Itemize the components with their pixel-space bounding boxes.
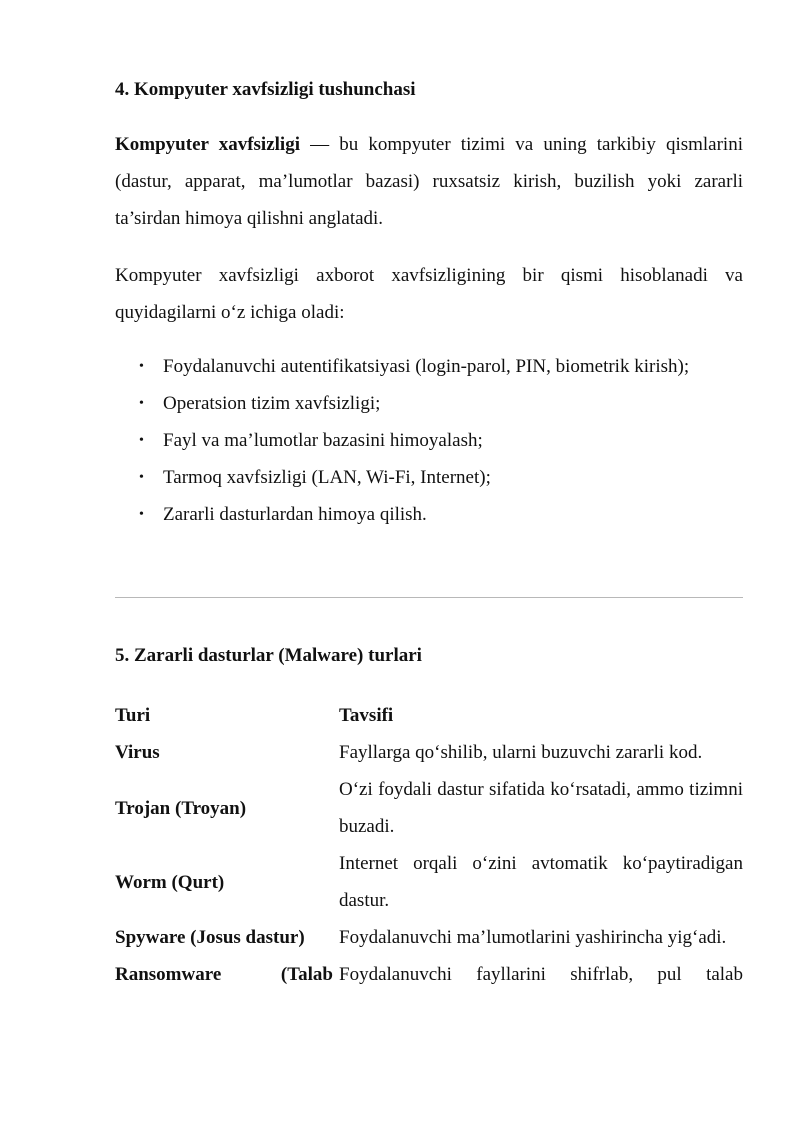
column-header-type: Turi (115, 705, 151, 726)
horizontal-divider (115, 597, 743, 598)
table-row (115, 734, 743, 771)
malware-description: Foydalanuvchi fayllarini shifrlab, pul talab (339, 964, 743, 985)
list-item (115, 348, 743, 385)
list-item (115, 385, 743, 422)
definition-paragraph (115, 126, 743, 237)
table-row (115, 919, 743, 956)
protection-list (115, 348, 743, 533)
malware-name: Worm (Qurt) (115, 871, 225, 893)
bullet-icon: • (139, 396, 144, 411)
definition-text: — bu kompyuter tizimi va uning tarkibiy qismlarini (dastur, apparat, ma’lumotlar bazasi) ruxsatsiz kirish, buzilish yoki zararli ta’sirdan himoya qilishni anglatadi. (115, 134, 743, 229)
list-item-text: Operatsion tizim xavfsizligi; (163, 393, 381, 414)
section-5-title: 5. Zararli dasturlar (Malware) turlari (115, 645, 422, 666)
malware-description: Internet orqali o‘zini avtomatik ko‘paytiradigan dastur. (339, 853, 743, 911)
definition-term: Kompyuter xavfsizligi (115, 134, 300, 155)
intro-paragraph: Kompyuter xavfsizligi axborot xavfsizligining bir qismi hisoblanadi va quyidagilarni o‘z ichiga oladi: (115, 265, 743, 323)
list-item-text: Fayl va ma’lumotlar bazasini himoyalash; (163, 430, 483, 451)
malware-name (115, 956, 339, 993)
table-row (115, 956, 743, 993)
malware-types-table (115, 697, 743, 993)
malware-name: Spyware (Josus dastur) (115, 927, 305, 948)
malware-description: O‘zi foydali dastur sifatida ko‘rsatadi, ammo tizimni buzadi. (339, 779, 743, 837)
bullet-icon: • (139, 507, 144, 522)
column-header-description: Tavsifi (339, 705, 394, 726)
malware-name-part2: (Talab (280, 964, 333, 985)
list-item (115, 496, 743, 533)
bullet-icon: • (139, 470, 144, 485)
bullet-icon: • (139, 359, 144, 374)
malware-name-part1: Ransomware (115, 964, 222, 985)
table-row (115, 845, 743, 919)
table-row (115, 771, 743, 845)
section-4-title: 4. Kompyuter xavfsizligi tushunchasi (115, 79, 416, 100)
list-item-text: Zararli dasturlardan himoya qilish. (163, 504, 427, 525)
list-item (115, 459, 743, 496)
malware-name: Virus (115, 742, 160, 763)
table-header-row (115, 697, 743, 734)
malware-name: Trojan (Troyan) (115, 797, 247, 819)
malware-description: Foydalanuvchi ma’lumotlarini yashirincha yig‘adi. (339, 927, 727, 948)
list-item-text: Foydalanuvchi autentifikatsiyasi (login-parol, PIN, biometrik kirish); (163, 356, 690, 377)
bullet-icon: • (139, 433, 144, 448)
list-item-text: Tarmoq xavfsizligi (LAN, Wi-Fi, Internet); (163, 467, 491, 488)
malware-description: Fayllarga qo‘shilib, ularni buzuvchi zararli kod. (339, 742, 703, 763)
list-item (115, 422, 743, 459)
